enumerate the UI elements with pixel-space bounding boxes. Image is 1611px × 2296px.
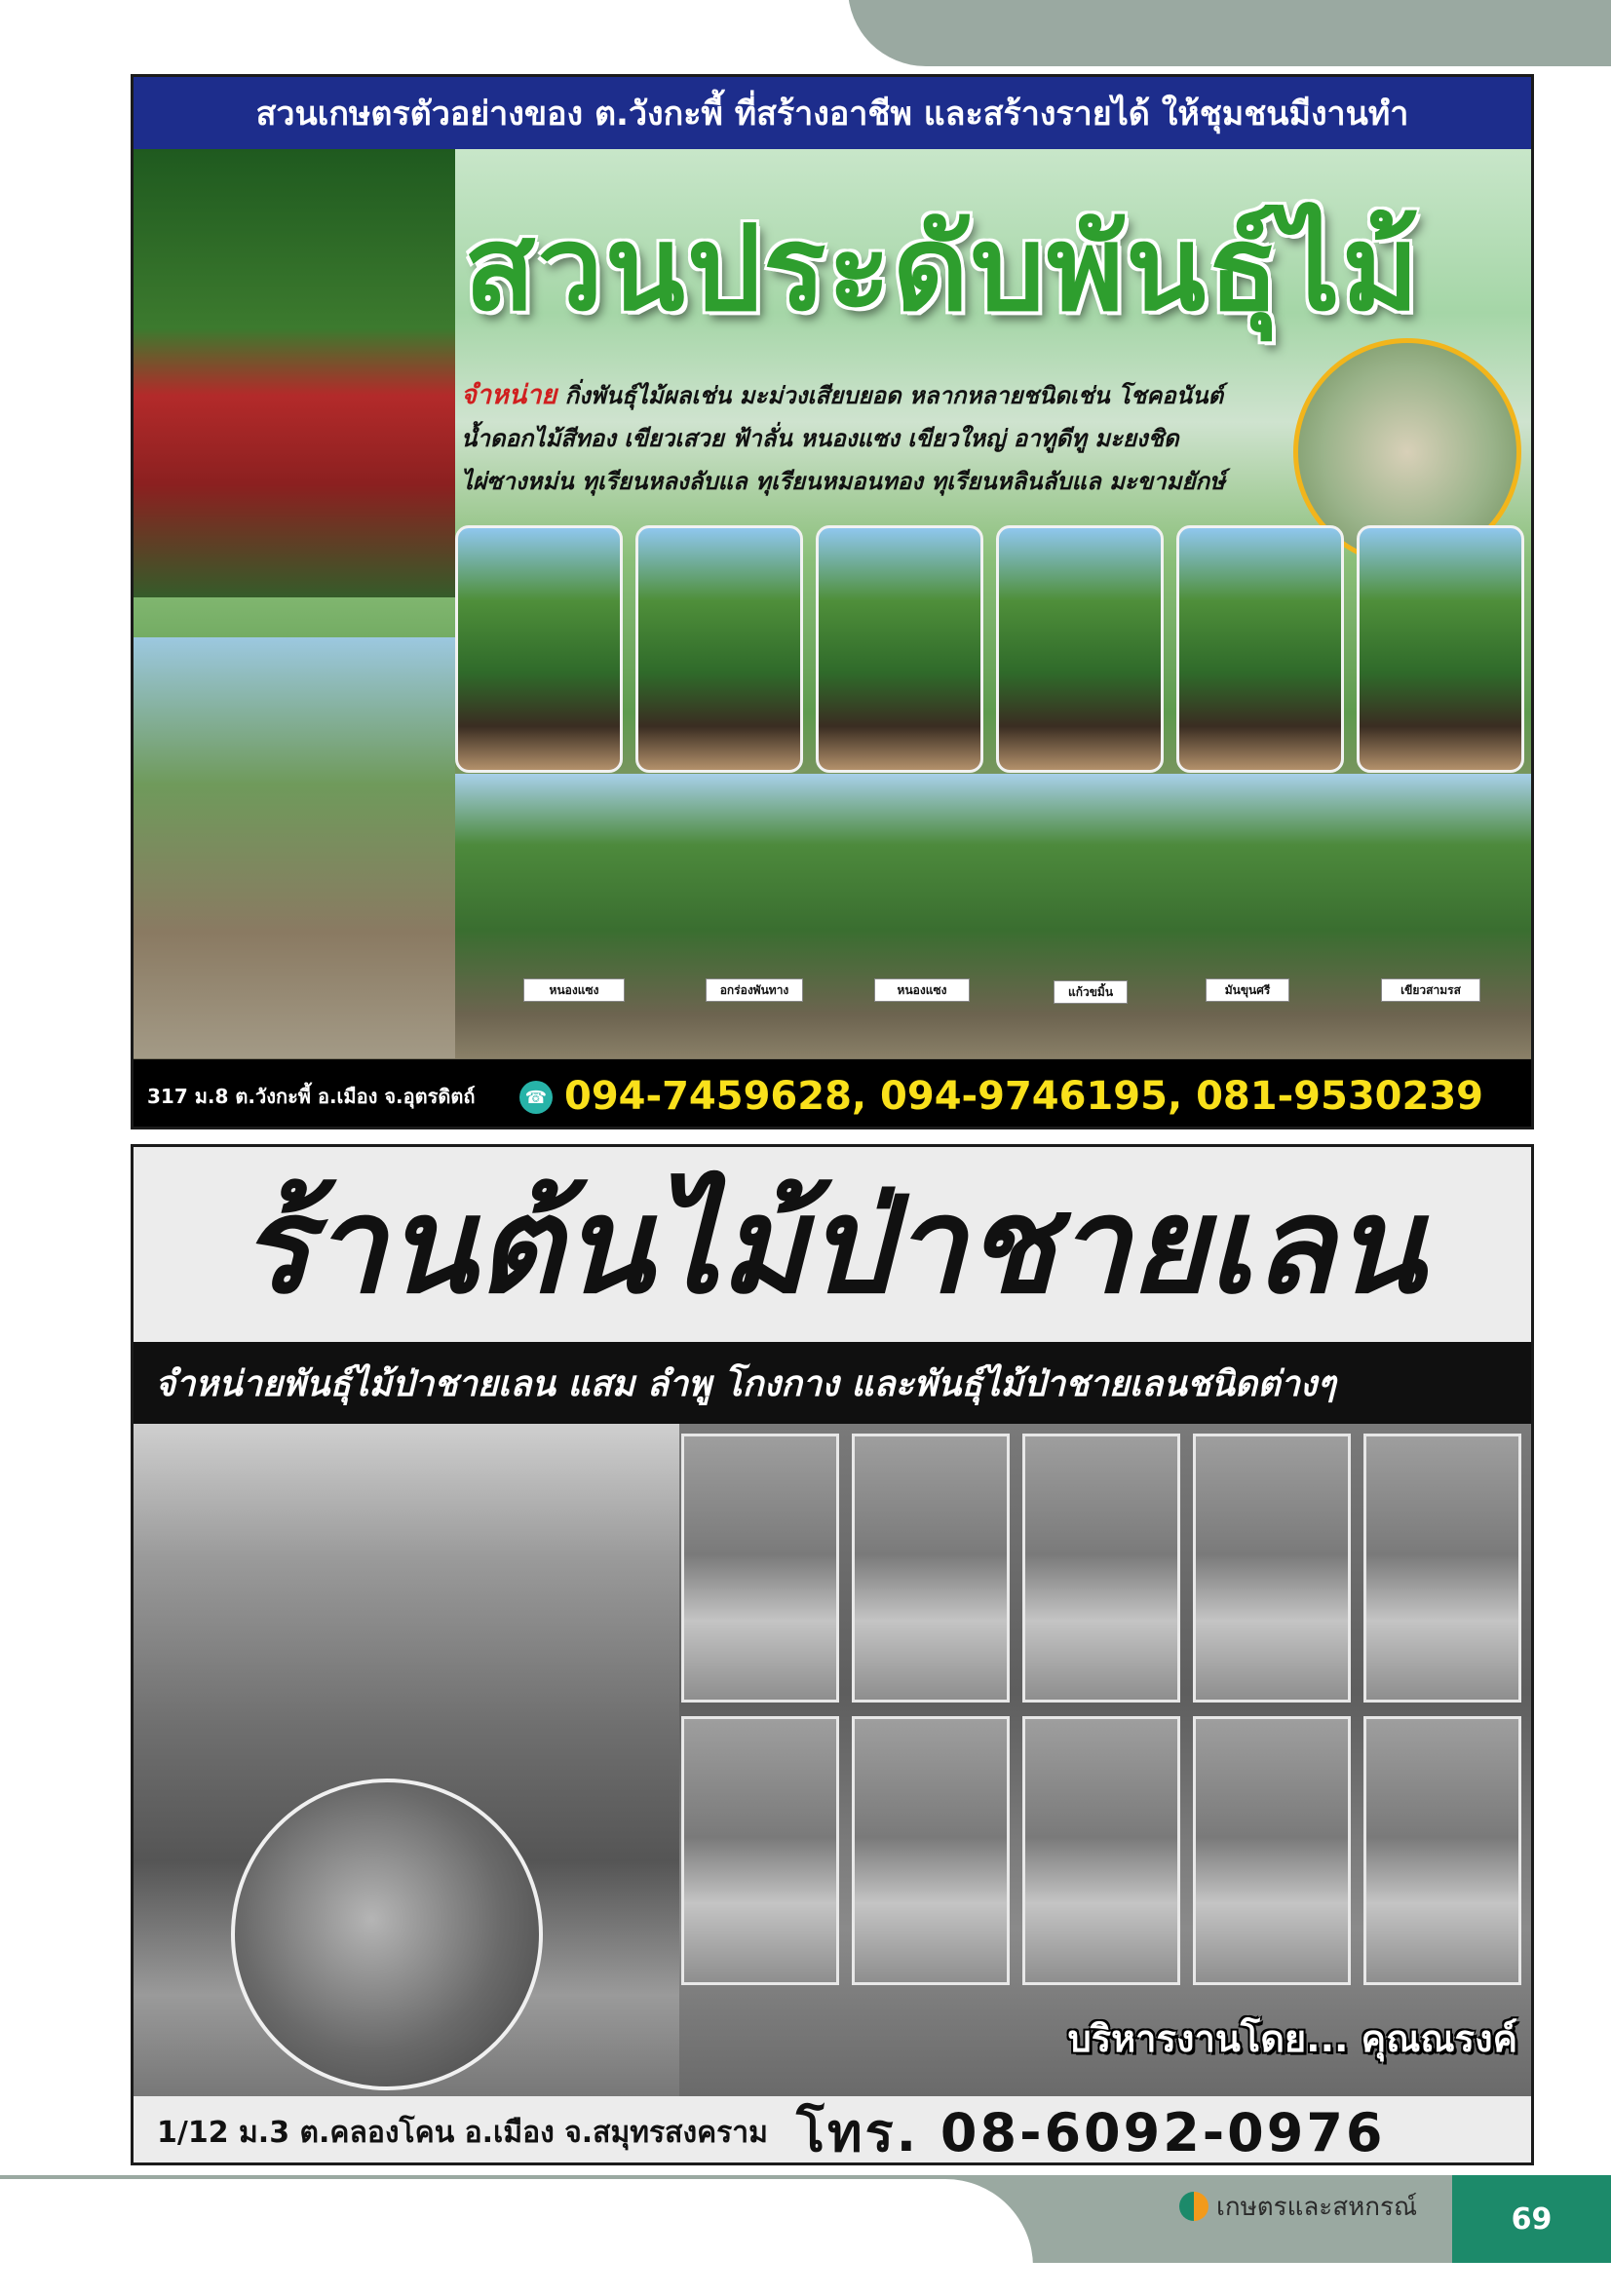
ad2-subtitle: จำหน่ายพันธุ์ไม้ป่าชายเลน แสม ลำพู โกงกาง และพันธุ์ไม้ป่าชายเลนชนิดต่างๆ <box>134 1342 1531 1424</box>
plant-thumb <box>852 1716 1010 1985</box>
variety-label: มันขุนศรี <box>1206 978 1289 1002</box>
variety-label: หนองแซง <box>874 978 970 1002</box>
ad2-title: ร้านต้นไม้ป่าชายเลน <box>134 1147 1531 1342</box>
ad2-phone: โทร. 08-6092-0976 <box>796 2102 1386 2163</box>
plant-thumb <box>852 1434 1010 1703</box>
seedling-thumb <box>455 525 623 773</box>
page-number: 69 <box>1452 2175 1611 2263</box>
variety-label: อกร่องพันทาง <box>706 978 803 1002</box>
nursery-advertisement <box>131 74 1534 1129</box>
mangrove-shop-advertisement <box>131 1144 1534 2165</box>
seedling-thumb <box>1176 525 1344 773</box>
plant-thumb <box>681 1434 839 1703</box>
brand-name: เกษตรและสหกรณ์ <box>1216 2192 1418 2222</box>
ad1-phone-numbers: 094-7459628, 094-9746195, 081-9530239 <box>564 1073 1484 1119</box>
ad1-desc-highlight: จำหน่าย <box>461 380 557 410</box>
bonsai-circle-photo <box>231 1779 543 2090</box>
ad1-desc-line2: น้ำดอกไม้สีทอง เขียวเสวย ฟ้าลั่น หนองแซง เขียวใหญ่ อาทูดีทู มะยงชิด <box>461 425 1179 452</box>
plant-thumb <box>1193 1434 1351 1703</box>
plant-thumb <box>1022 1434 1180 1703</box>
plant-thumb <box>1193 1716 1351 1985</box>
plant-thumb <box>1363 1716 1521 1985</box>
ad1-address: 317 ม.8 ต.วังกะพี้ อ.เมือง จ.อุตรดิตถ์ <box>147 1084 476 1108</box>
ad2-manager: บริหารงานโดย... คุณณรงค์ <box>1067 2016 1517 2060</box>
plant-thumb <box>681 1716 839 1985</box>
ad1-banner: สวนเกษตรตัวอย่างของ ต.วังกะพี้ ที่สร้างอาชีพ และสร้างรายได้ ให้ชุมชนมีงานทำ <box>134 77 1531 149</box>
footer-curve <box>0 2179 1033 2296</box>
seedling-thumb <box>996 525 1164 773</box>
seedling-thumb <box>635 525 803 773</box>
variety-label: เขียวสามรส <box>1381 978 1480 1002</box>
ad1-desc-line3: ไผ่ซางหม่น ทุเรียนหลงลับแล ทุเรียนหมอนทอง ทุเรียนหลินลับแล มะขามยักษ์ <box>461 468 1225 495</box>
plant-thumb <box>1022 1716 1180 1985</box>
nursery-panorama-photo <box>455 774 1534 1058</box>
brand-logo-icon <box>1179 2192 1208 2221</box>
ad2-address: 1/12 ม.3 ต.คลองโคน อ.เมือง จ.สมุทรสงคราม <box>157 2115 768 2150</box>
workers-photo <box>134 637 455 1058</box>
variety-label: แก้วขมิ้น <box>1054 980 1128 1004</box>
top-decorative-tab <box>848 0 1611 66</box>
phone-icon: ☎ <box>519 1081 553 1114</box>
variety-label: หนองแซง <box>523 978 625 1002</box>
footer-brand <box>1179 2179 1417 2234</box>
seedling-thumb <box>1357 525 1524 773</box>
ad1-desc-line1: กิ่งพันธุ์ไม้ผลเช่น มะม่วงเสียบยอด หลากหลายชนิดเช่น โชคอนันต์ <box>564 382 1224 409</box>
ad1-description <box>461 374 1416 503</box>
plant-thumb <box>1363 1434 1521 1703</box>
ad1-title: สวนประดับพันธุ์ไม้ <box>464 199 1421 337</box>
seedling-thumb <box>816 525 983 773</box>
